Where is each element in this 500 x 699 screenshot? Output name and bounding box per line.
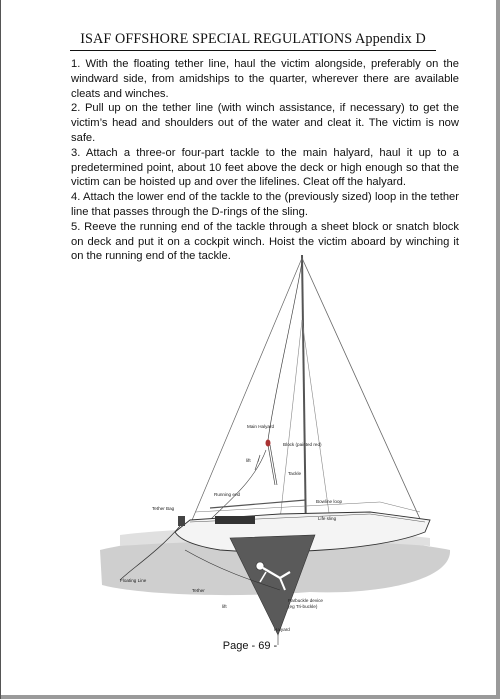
tackle-line-2 xyxy=(270,445,277,485)
label-parbuckle: Parbuckle device xyxy=(288,598,323,603)
label-block: Block (painted red) xyxy=(283,442,322,447)
rescue-illustration xyxy=(80,250,460,650)
step-4: 4. Attach the lower end of the tackle to the (previously sized) loop in the tether line that passes through the D-rings of the sling. xyxy=(71,191,459,218)
step-3: 3. Attach a three-or four-part tackle to the main halyard, haul it up to a predetermined point, about 10 feet above the deck or high enough so that the victim can be hoisted up and over the lifelines. Cleat off the halyard. xyxy=(71,146,459,189)
label-lift: lift xyxy=(246,458,251,463)
procedure-text xyxy=(71,57,459,264)
page-header: ISAF OFFSHORE SPECIAL REGULATIONS Appendix D xyxy=(70,31,436,51)
sailboat-diagram xyxy=(80,250,460,650)
page-left-edge xyxy=(0,0,1,699)
backstay xyxy=(190,258,302,525)
step-2: 2. Pull up on the tether line (with winch assistance, if necessary) to get the victim’s head and shoulders out of the water and cleat it. The victim is now safe. xyxy=(71,102,459,144)
mast xyxy=(302,255,306,538)
cockpit xyxy=(215,516,255,524)
label-halyard: Halyard xyxy=(274,627,290,632)
label-tether: Tether xyxy=(192,588,205,593)
shroud-2 xyxy=(280,320,302,520)
step-5: 5. Reeve the running end of the tackle through a sheet block or snatch block on deck and put it on a cockpit winch. Hoist the victim aboard by winching it on the running end of the tackle. xyxy=(71,220,459,263)
tether-bag xyxy=(178,516,185,526)
label-floating-line: Floating Line xyxy=(120,578,147,583)
forestay xyxy=(302,258,425,530)
block xyxy=(266,440,271,447)
label-main-halyard: Main Halyard xyxy=(247,424,275,429)
step-1: 1. With the floating tether line, haul the victim alongside, preferably on the windward side, from amidships to the quarter, wherever there are available cleats and winches. xyxy=(71,58,459,100)
label-parbuckle-sub: (eg Tri-buckle) xyxy=(288,604,318,609)
main-halyard-line xyxy=(268,262,302,440)
label-life-sling: Life sling xyxy=(318,516,337,521)
page-number: Page - 69 - xyxy=(222,640,278,652)
label-lift-2: lift xyxy=(222,604,227,609)
label-tackle: Tackle xyxy=(288,471,302,476)
label-running-end: Running end xyxy=(214,492,241,497)
label-tether-bag: Tether Bag xyxy=(152,506,175,511)
tackle-line xyxy=(268,445,275,485)
label-bowline-loop: Bowline loop xyxy=(316,499,343,504)
